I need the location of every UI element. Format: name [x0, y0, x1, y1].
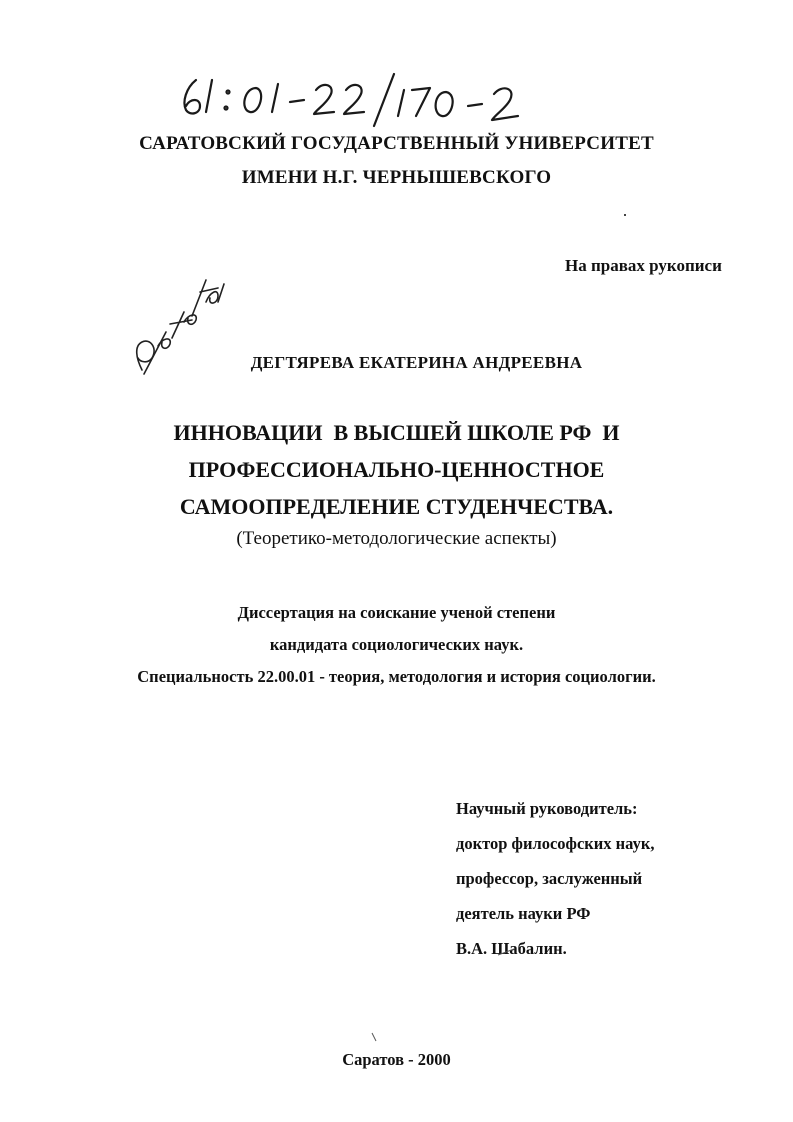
- dissertation-info: [0, 597, 793, 693]
- supervisor-honor: деятель науки РФ: [456, 904, 591, 923]
- title-line: САМООПРЕДЕЛЕНИЕ СТУДЕНЧЕСТВА.: [179, 494, 614, 519]
- university-name: САРАТОВСКИЙ ГОСУДАРСТВЕННЫЙ УНИВЕРСИТЕТ: [139, 133, 654, 154]
- supervisor-block: [456, 791, 776, 966]
- city-year: Саратов - 2000: [342, 1050, 451, 1069]
- thesis-title: [0, 414, 793, 525]
- supervisor-degree: доктор философских наук,: [456, 834, 655, 853]
- title-line: ИННОВАЦИИ В ВЫСШЕЙ ШКОЛЕ РФ И: [173, 420, 620, 445]
- supervisor-title: профессор, заслуженный: [456, 869, 643, 888]
- handwritten-archive-code: [178, 66, 538, 130]
- stray-pen-mark: [370, 1030, 378, 1042]
- title-line: ПРОФЕССИОНАЛЬНО-ЦЕННОСТНОЕ: [188, 457, 605, 482]
- dissertation-specialty: Специальность 22.00.01 - теория, методология и история социологии.: [137, 667, 656, 686]
- author-name: ДЕГТЯРЕВА ЕКАТЕРИНА АНДРЕЕВНА: [250, 353, 583, 372]
- supervisor-name: В.А. Шабалин.: [456, 939, 567, 958]
- stray-speck: [624, 214, 626, 216]
- stray-pen-mark: [496, 944, 516, 954]
- university-named-after: ИМЕНИ Н.Г. ЧЕРНЫШЕВСКОГО: [241, 167, 552, 188]
- manuscript-note: На правах рукописи: [565, 256, 722, 275]
- supervisor-label: Научный руководитель:: [456, 799, 638, 818]
- dissertation-degree-line: Диссертация на соискание ученой степени: [237, 603, 556, 622]
- university-header: [0, 127, 793, 195]
- thesis-subtitle: (Теоретико-методологические аспекты): [236, 528, 557, 549]
- dissertation-degree-line: кандидата социологических наук.: [269, 635, 524, 654]
